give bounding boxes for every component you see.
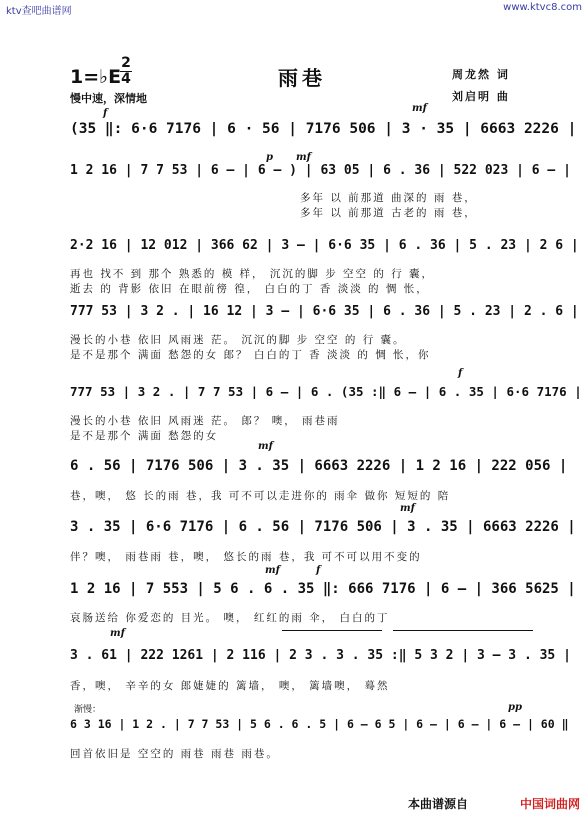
song-title: 雨巷 bbox=[278, 66, 326, 90]
dynamic-mark: mf bbox=[400, 503, 415, 514]
staff-row-3: 2·2 16 | 12 012 | 366 62 | 3 – | 6·6 35 | 6 . 36 | 5 . 23 | 2 6 | bbox=[70, 238, 579, 253]
lyric-line: 漫长的小巷 依旧 风雨迷 茫。 郎？ 噢， 雨巷雨 bbox=[70, 415, 340, 427]
dynamic-mark: mf bbox=[412, 103, 427, 114]
footer-site-link[interactable]: 中国词曲网 bbox=[519, 797, 580, 811]
staff-row-8: 1 2 16 | 7 553 | 5 6 . 6 . 35 ‖: 666 7176 | 6 – | 366 5625 | bbox=[70, 581, 576, 597]
staff-row-10: 6 3 16 | 1 2 . | 7 7 53 | 5 6 . 6 . 5 | 6 – 6 5 | 6 – | 6 – | 6 – | 60 ‖ bbox=[70, 717, 569, 731]
lyric-line: 香，噢， 辛辛的女 郎婕婕的 篱墙， 噢， 篱墙噢， 蓦然 bbox=[70, 680, 390, 692]
watermark-left: ktv查吧曲谱网 bbox=[6, 6, 72, 17]
dynamic-mark: mf bbox=[110, 628, 125, 639]
dynamic-mark: p bbox=[266, 152, 273, 163]
volta-bracket-2 bbox=[393, 630, 533, 631]
watermark-right[interactable]: www.ktvc8.com bbox=[503, 2, 582, 13]
time-signature bbox=[120, 56, 132, 87]
lyric-line: 是不是那个 满面 愁怨的女 郎？ 白白的丁 香 淡淡 的 惆 怅，你 bbox=[70, 349, 431, 361]
dynamic-mark: f bbox=[103, 108, 108, 119]
lyric-line: 再也 找不 到 那个 熟悉的 模 样， 沉沉的脚 步 空空 的 行 囊， bbox=[70, 268, 435, 280]
lyric-line: 巷，噢， 悠 长的雨 巷，我 可不可以走进你的 雨伞 做你 短短的 陪 bbox=[70, 490, 451, 502]
rit-label: 渐慢： bbox=[74, 705, 102, 715]
key-signature: 1=♭E bbox=[70, 66, 122, 88]
footer-source-label: 本曲谱源自 bbox=[407, 797, 468, 811]
lyric-line: 哀肠送给 你爱恋的 目光。 噢， 红红的雨 伞， 白白的丁 bbox=[70, 612, 390, 624]
dynamic-mark: f bbox=[316, 565, 321, 576]
meter-bottom: 4 bbox=[121, 71, 131, 87]
staff-row-4: 777 53 | 3 2 . | 16 12 | 3 – | 6·6 35 | 6 . 36 | 5 . 23 | 2 . 6 | bbox=[70, 304, 579, 319]
dynamic-mark: pp bbox=[508, 702, 522, 713]
dynamic-mark: mf bbox=[265, 565, 280, 576]
lyric-line: 多年 以 前那道 曲深的 雨 巷， bbox=[300, 192, 477, 204]
lyric-line: 逝去 的 背影 依旧 在眼前徬 徨， 白白的丁 香 淡淡 的 惆 怅， bbox=[70, 283, 429, 295]
staff-row-5: 777 53 | 3 2 . | 7 7 53 | 6 – | 6 . (35 :‖ 6 – | 6 . 35 | 6·6 7176 | bbox=[70, 384, 582, 399]
tempo-marking: 慢中速，深情地 bbox=[70, 92, 147, 105]
volta-bracket-1 bbox=[282, 630, 382, 631]
lyric-line: 多年 以 前那道 古老的 雨 巷， bbox=[300, 207, 477, 219]
dynamic-mark: mf bbox=[296, 152, 311, 163]
dynamic-mark: f bbox=[458, 368, 463, 379]
lyric-line: 伴？噢， 雨巷雨 巷，噢， 悠长的雨 巷，我 可不可以用不变的 bbox=[70, 551, 422, 563]
composer: 刘启明 曲 bbox=[452, 90, 510, 103]
staff-row-2: 1 2 16 | 7 7 53 | 6 – | 6 – ) | 63 05 | 6 . 36 | 522 023 | 6 – | bbox=[70, 163, 571, 178]
meter-top: 2 bbox=[121, 55, 131, 71]
lyric-line: 漫长的小巷 依旧 风雨迷 茫。 沉沉的脚 步 空空 的 行 囊。 bbox=[70, 334, 406, 346]
staff-row-9: 3 . 61 | 222 1261 | 2 116 | 2 3 . 3 . 35 :‖ 5 3 2 | 3 – 3 . 35 | bbox=[70, 648, 571, 663]
staff-row-1: (35 ‖: 6·6 7176 | 6 · 56 | 7176 506 | 3 · 35 | 6663 2226 | bbox=[70, 121, 577, 137]
lyricist: 周龙然 词 bbox=[452, 68, 510, 81]
lyric-line: 是不是那个 满面 愁怨的女 bbox=[70, 430, 219, 442]
staff-row-7: 3 . 35 | 6·6 7176 | 6 . 56 | 7176 506 | 3 . 35 | 6663 2226 | bbox=[70, 519, 576, 535]
dynamic-mark: mf bbox=[258, 441, 273, 452]
staff-row-6: 6 . 56 | 7176 506 | 3 . 35 | 6663 2226 | 1 2 16 | 222 056 | bbox=[70, 458, 568, 474]
lyric-line: 回首依旧是 空空的 雨巷 雨巷 雨巷。 bbox=[70, 748, 279, 760]
